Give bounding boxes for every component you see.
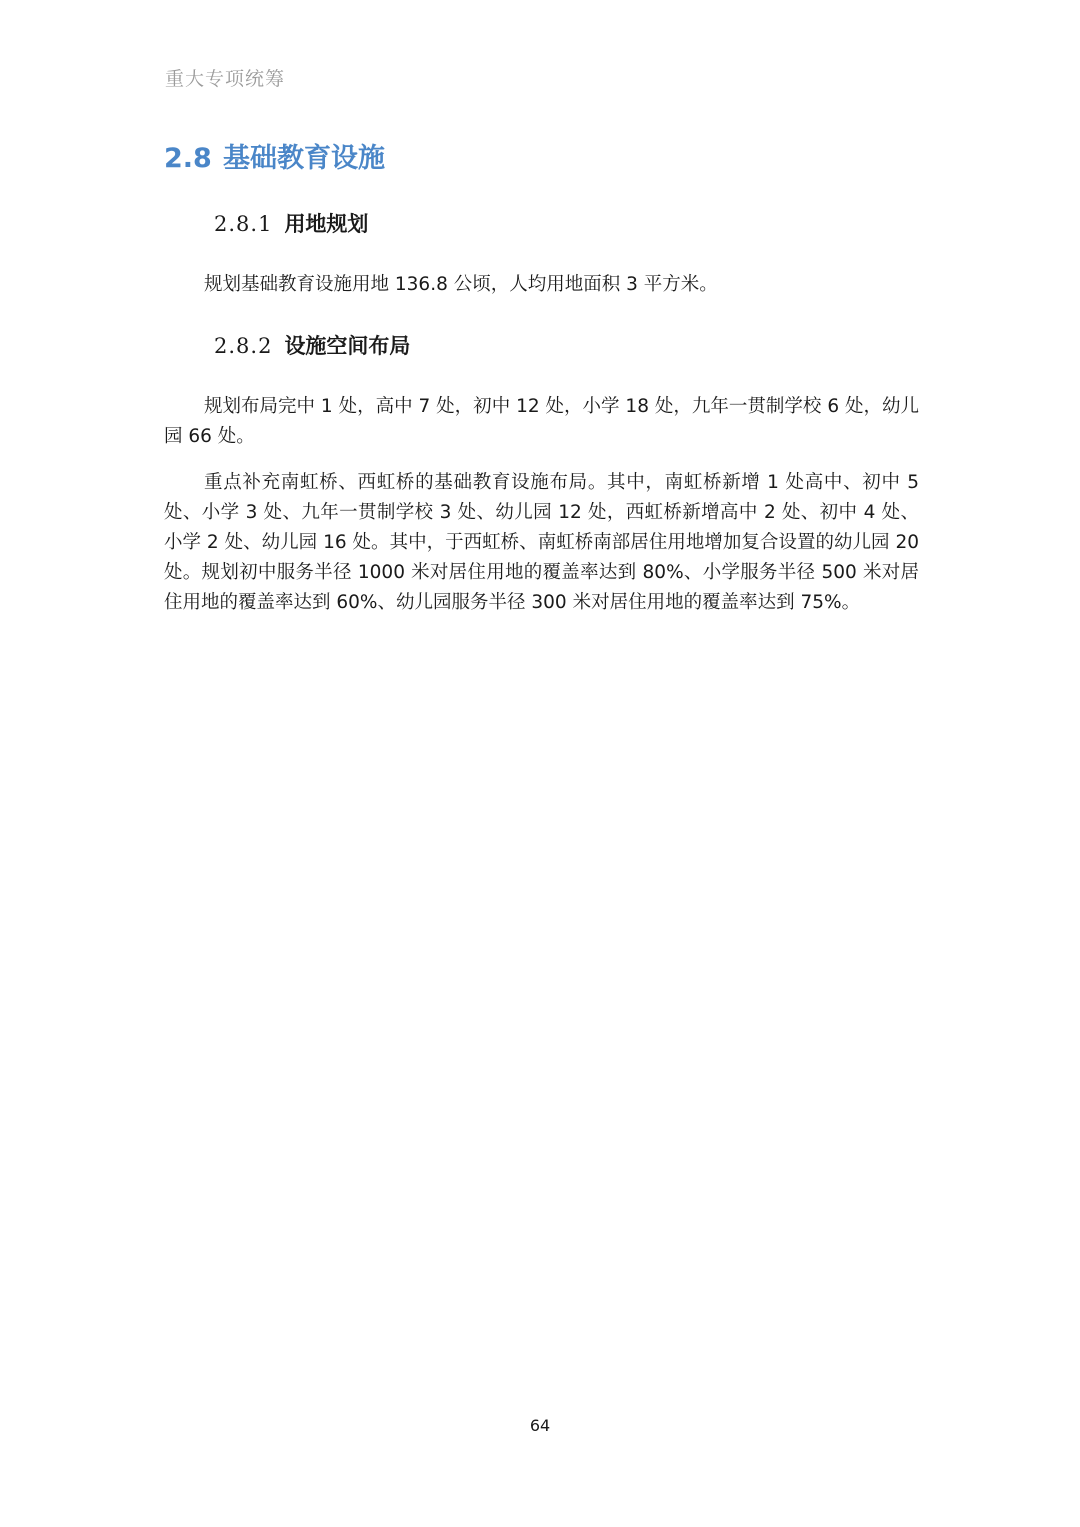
section-title: 基础教育设施 [223, 143, 385, 174]
subsection-number: 2.8.1 [214, 212, 273, 236]
section-heading [164, 136, 385, 175]
paragraph-key-additions: 重点补充南虹桥、西虹桥的基础教育设施布局。其中，南虹桥新增 1 处高中、初中 5 处、小学 3 处、九年一贯制学校 3 处、幼儿园 12 处，西虹桥新增高中 2 处、初中 4 处、小学 2 处、幼儿园 16 处。其中，于西虹桥、南虹桥南部居住用地增加复合设置的幼儿园 20 处。规划初中服务半径 1000 米对居住用地的覆盖率达到 80%、小学服务半径 500 米对居住用地的覆盖率达到 60%、幼儿园服务半径 300 米对居住用地的覆盖率达到 75%。 [164, 472, 919, 613]
section-number: 2.8 [164, 143, 212, 174]
subsection-heading-spatial-layout [214, 330, 410, 360]
subsection-number: 2.8.2 [214, 334, 273, 358]
paragraph-land-planning: 规划基础教育设施用地 136.8 公顷，人均用地面积 3 平方米。 [204, 274, 718, 295]
paragraph-layout-counts: 规划布局完中 1 处，高中 7 处，初中 12 处，小学 18 处，九年一贯制学校 6 处，幼儿园 66 处。 [164, 396, 919, 447]
subsection-title: 设施空间布局 [284, 334, 411, 358]
subsection-heading-land-planning [214, 208, 368, 238]
page-number: 64 [529, 1416, 551, 1435]
subsection-title: 用地规划 [284, 212, 369, 236]
running-header: 重大专项统筹 [165, 68, 286, 90]
